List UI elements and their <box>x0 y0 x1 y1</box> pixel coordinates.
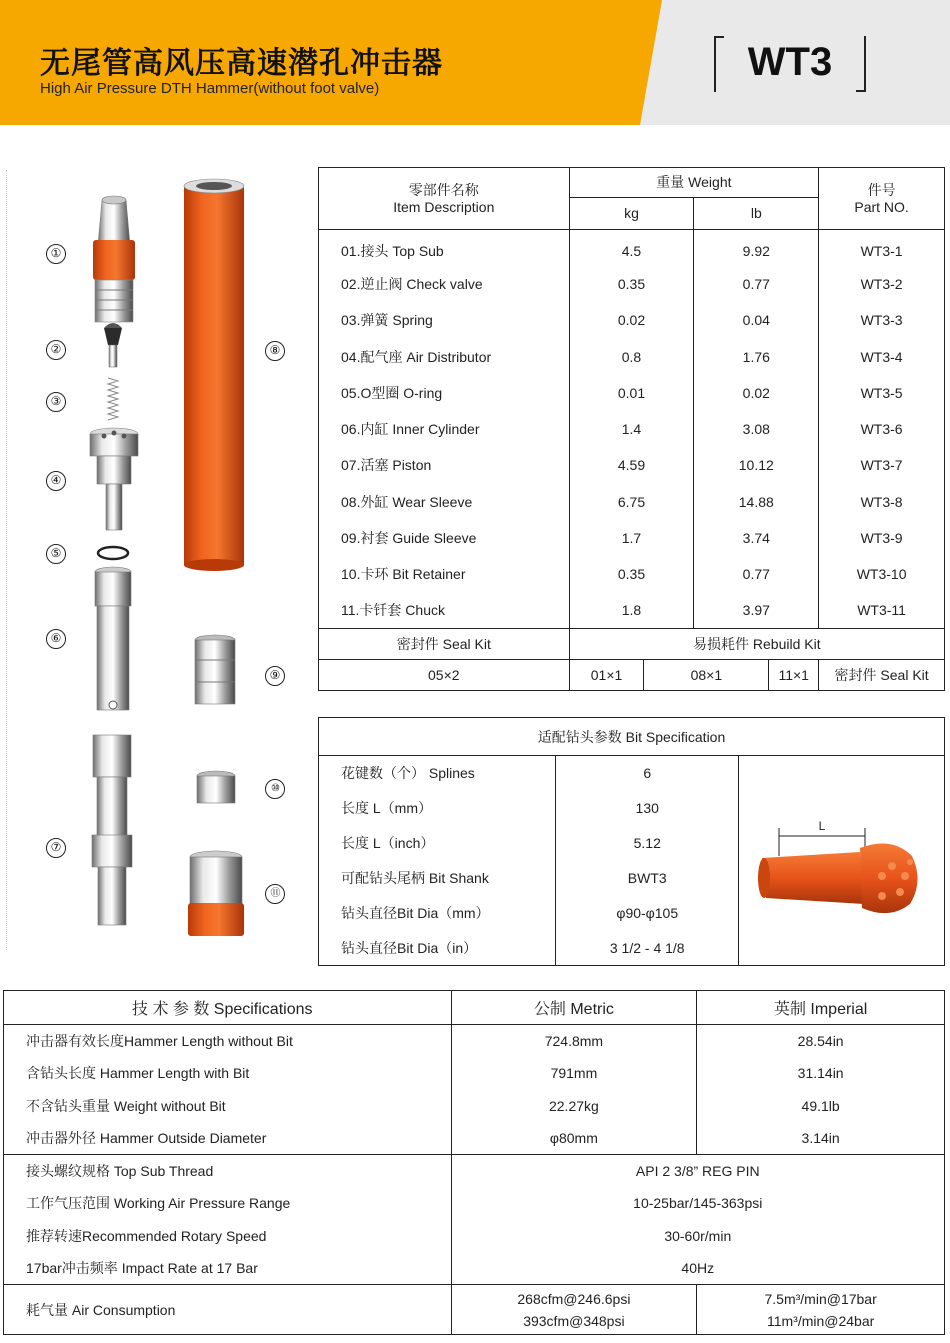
spec-value: API 2 3/8” REG PIN <box>451 1155 944 1188</box>
seal-kit-label: 密封件 Seal Kit <box>319 629 570 660</box>
part-no-cell: WT3-10 <box>819 556 945 592</box>
part-kg-cell: 0.35 <box>569 266 694 302</box>
spec-metric-value: 22.27kg <box>451 1090 697 1123</box>
bit-spec-value: 5.12 <box>556 826 739 861</box>
part-kg-cell: 4.59 <box>569 447 694 483</box>
part-no-cell: WT3-7 <box>819 447 945 483</box>
spec-imperial-value: 49.1lb <box>697 1090 945 1123</box>
parts-row <box>319 230 945 266</box>
drill-bit-diagram <box>742 796 942 926</box>
bit-spec-label: 钻头直径Bit Dia（in） <box>319 931 556 966</box>
bit-spec-value: 130 <box>556 791 739 826</box>
rebuild-kit-label: 易损耗件 Rebuild Kit <box>569 629 944 660</box>
part-no-cell: WT3-8 <box>819 484 945 520</box>
spec-value: 40Hz <box>451 1252 944 1285</box>
bit-spec-table <box>318 717 945 966</box>
bit-spec-value: BWT3 <box>556 861 739 896</box>
spec-metric-value: 724.8mm <box>451 1025 697 1058</box>
spec-row <box>4 1057 945 1090</box>
spec-value: 30-60r/min <box>451 1220 944 1253</box>
rebuild-item: 01×1 <box>569 660 644 691</box>
part-desc-cell: 06.内缸 Inner Cylinder <box>319 411 570 447</box>
air-consumption-row <box>4 1285 945 1335</box>
check-valve-part <box>104 323 122 367</box>
spec-row <box>4 1025 945 1058</box>
bit-retainer-part <box>197 771 235 803</box>
air-metric-1: 268cfm@246.6psi <box>517 1290 631 1307</box>
bit-length-label: L <box>818 818 825 833</box>
piston-part <box>92 735 132 925</box>
parts-row <box>319 484 945 520</box>
rebuild-item: 密封件 Seal Kit <box>819 660 945 691</box>
spec-label: 工作气压范围 Working Air Pressure Range <box>4 1187 452 1220</box>
o-ring-part <box>98 547 128 559</box>
seal-kit-value: 05×2 <box>319 660 570 691</box>
spec-label: 接头螺纹规格 Top Sub Thread <box>4 1155 452 1188</box>
part-kg-cell: 1.4 <box>569 411 694 447</box>
bit-spec-body <box>319 756 945 966</box>
part-no-cell: WT3-5 <box>819 375 945 411</box>
part-kg-cell: 0.8 <box>569 338 694 374</box>
part-no-cell: WT3-2 <box>819 266 945 302</box>
specs-header-imperial: 英制 Imperial <box>697 991 945 1025</box>
model-name: WT3 <box>747 40 833 84</box>
bit-spec-value: 3 1/2 - 4 1/8 <box>556 931 739 966</box>
specs-header-label: 技 术 参 数 Specifications <box>4 991 452 1025</box>
top-sub-part <box>93 196 135 322</box>
chuck-part <box>188 851 244 936</box>
spec-metric-value: φ80mm <box>451 1122 697 1155</box>
rebuild-item: 08×1 <box>644 660 769 691</box>
parts-header-row <box>319 168 945 198</box>
part-desc-cell: 04.配气座 Air Distributor <box>319 338 570 374</box>
spec-imperial-value: 28.54in <box>697 1025 945 1058</box>
part-no-cell: WT3-1 <box>819 230 945 266</box>
part-kg-cell: 0.01 <box>569 375 694 411</box>
callout-5: ⑤ <box>46 544 66 564</box>
parts-row <box>319 338 945 374</box>
bit-spec-label: 长度 L（mm） <box>319 791 556 826</box>
part-lb-cell: 3.97 <box>694 592 819 628</box>
inner-cylinder-part <box>95 567 131 710</box>
bit-spec-value: φ90-φ105 <box>556 896 739 931</box>
part-desc-cell: 02.逆止阀 Check valve <box>319 266 570 302</box>
part-kg-cell: 0.35 <box>569 556 694 592</box>
wear-sleeve-part <box>184 179 244 571</box>
bit-spec-value: 6 <box>556 756 739 791</box>
air-imperial-1: 7.5m³/min@17bar <box>764 1290 877 1307</box>
part-desc-cell: 05.O型圈 O-ring <box>319 375 570 411</box>
bit-spec-label: 钻头直径Bit Dia（mm） <box>319 896 556 931</box>
rebuild-item: 11×1 <box>769 660 819 691</box>
model-badge <box>714 36 866 92</box>
kg-header: kg <box>569 198 694 230</box>
callout-4: ④ <box>46 471 66 491</box>
page-subtitle: High Air Pressure DTH Hammer(without foot valve) <box>40 80 380 97</box>
spec-label: 17bar冲击频率 Impact Rate at 17 Bar <box>4 1252 452 1285</box>
callout-9: ⑨ <box>265 666 285 686</box>
part-kg-cell: 4.5 <box>569 230 694 266</box>
part-desc-cell: 07.活塞 Piston <box>319 447 570 483</box>
parts-row <box>319 375 945 411</box>
spec-row <box>4 1220 945 1253</box>
part-lb-cell: 10.12 <box>694 447 819 483</box>
bit-spec-label: 可配钻头尾柄 Bit Shank <box>319 861 556 896</box>
desc-header-cn: 零部件名称 <box>408 181 479 198</box>
part-kg-cell: 1.8 <box>569 592 694 628</box>
parts-row <box>319 592 945 628</box>
air-metric-2: 393cfm@348psi <box>523 1312 625 1329</box>
callout-8: ⑧ <box>265 341 285 361</box>
spec-metric-value: 791mm <box>451 1057 697 1090</box>
air-distributor-part <box>90 428 138 530</box>
spring-part <box>108 378 118 420</box>
air-imperial-2: 11m³/min@24bar <box>766 1312 875 1329</box>
bit-spec-title: 适配钻头参数 Bit Specification <box>319 718 945 756</box>
spec-label: 推荐转速Recommended Rotary Speed <box>4 1220 452 1253</box>
bit-spec-label: 花键数（个） Splines <box>319 756 556 791</box>
drill-bit-image-cell <box>739 756 945 966</box>
part-lb-cell: 0.04 <box>694 302 819 338</box>
partno-header-en: Part NO. <box>854 198 909 215</box>
part-lb-cell: 1.76 <box>694 338 819 374</box>
desc-header <box>319 168 570 230</box>
part-lb-cell: 0.02 <box>694 375 819 411</box>
part-lb-cell: 9.92 <box>694 230 819 266</box>
weight-header: 重量 Weight <box>569 168 819 198</box>
callout-2: ② <box>46 340 66 360</box>
parts-row <box>319 556 945 592</box>
part-desc-cell: 10.卡环 Bit Retainer <box>319 556 570 592</box>
callout-10: ⑩ <box>265 779 285 799</box>
air-metric-cell <box>451 1285 697 1335</box>
kit-values-row <box>319 660 945 691</box>
spec-value: 10-25bar/145-363psi <box>451 1187 944 1220</box>
part-desc-cell: 03.弹簧 Spring <box>319 302 570 338</box>
part-no-cell: WT3-6 <box>819 411 945 447</box>
part-lb-cell: 3.74 <box>694 520 819 556</box>
spec-label: 耗气量 Air Consumption <box>4 1285 452 1335</box>
spec-row <box>4 1155 945 1188</box>
spec-label: 冲击器外径 Hammer Outside Diameter <box>4 1122 452 1155</box>
desc-header-en: Item Description <box>393 198 495 215</box>
part-lb-cell: 0.77 <box>694 266 819 302</box>
part-lb-cell: 3.08 <box>694 411 819 447</box>
bit-spec-row <box>319 756 945 791</box>
lb-header: lb <box>694 198 819 230</box>
parts-row <box>319 266 945 302</box>
spec-imperial-value: 3.14in <box>697 1122 945 1155</box>
spec-row <box>4 1090 945 1123</box>
spec-row <box>4 1122 945 1155</box>
callout-3: ③ <box>46 392 66 412</box>
part-kg-cell: 0.02 <box>569 302 694 338</box>
partno-header-cn: 件号 <box>867 181 896 198</box>
page-title: 无尾管高风压高速潜孔冲击器 <box>40 46 443 81</box>
parts-row <box>319 520 945 556</box>
callout-7: ⑦ <box>46 838 66 858</box>
spec-row <box>4 1187 945 1220</box>
parts-row <box>319 302 945 338</box>
part-desc-cell: 09.衬套 Guide Sleeve <box>319 520 570 556</box>
parts-row <box>319 411 945 447</box>
spec-row <box>4 1252 945 1285</box>
part-no-cell: WT3-3 <box>819 302 945 338</box>
kit-header-row <box>319 629 945 660</box>
spec-imperial-value: 31.14in <box>697 1057 945 1090</box>
parts-body <box>319 230 945 629</box>
specs-merged-rows <box>4 1155 945 1285</box>
part-kg-cell: 1.7 <box>569 520 694 556</box>
specs-header-row <box>4 991 945 1025</box>
specs-split-rows <box>4 1025 945 1155</box>
spec-label: 不含钻头重量 Weight without Bit <box>4 1090 452 1123</box>
part-no-cell: WT3-9 <box>819 520 945 556</box>
part-desc-cell: 08.外缸 Wear Sleeve <box>319 484 570 520</box>
callout-1: ① <box>46 244 66 264</box>
partno-header <box>819 168 945 230</box>
guide-sleeve-part <box>195 635 235 704</box>
specs-header-metric: 公制 Metric <box>451 991 697 1025</box>
part-no-cell: WT3-11 <box>819 592 945 628</box>
parts-table <box>318 167 945 691</box>
spec-label: 冲击器有效长度Hammer Length without Bit <box>4 1025 452 1058</box>
bit-spec-label: 长度 L（inch） <box>319 826 556 861</box>
callout-6: ⑥ <box>46 629 66 649</box>
callout-11: ⑪ <box>265 884 285 904</box>
part-desc-cell: 01.接头 Top Sub <box>319 230 570 266</box>
part-lb-cell: 14.88 <box>694 484 819 520</box>
part-desc-cell: 11.卡钎套 Chuck <box>319 592 570 628</box>
spec-label: 含钻头长度 Hammer Length with Bit <box>4 1057 452 1090</box>
parts-row <box>319 447 945 483</box>
part-no-cell: WT3-4 <box>819 338 945 374</box>
specs-table <box>3 990 945 1335</box>
part-lb-cell: 0.77 <box>694 556 819 592</box>
air-imperial-cell <box>697 1285 945 1335</box>
part-kg-cell: 6.75 <box>569 484 694 520</box>
